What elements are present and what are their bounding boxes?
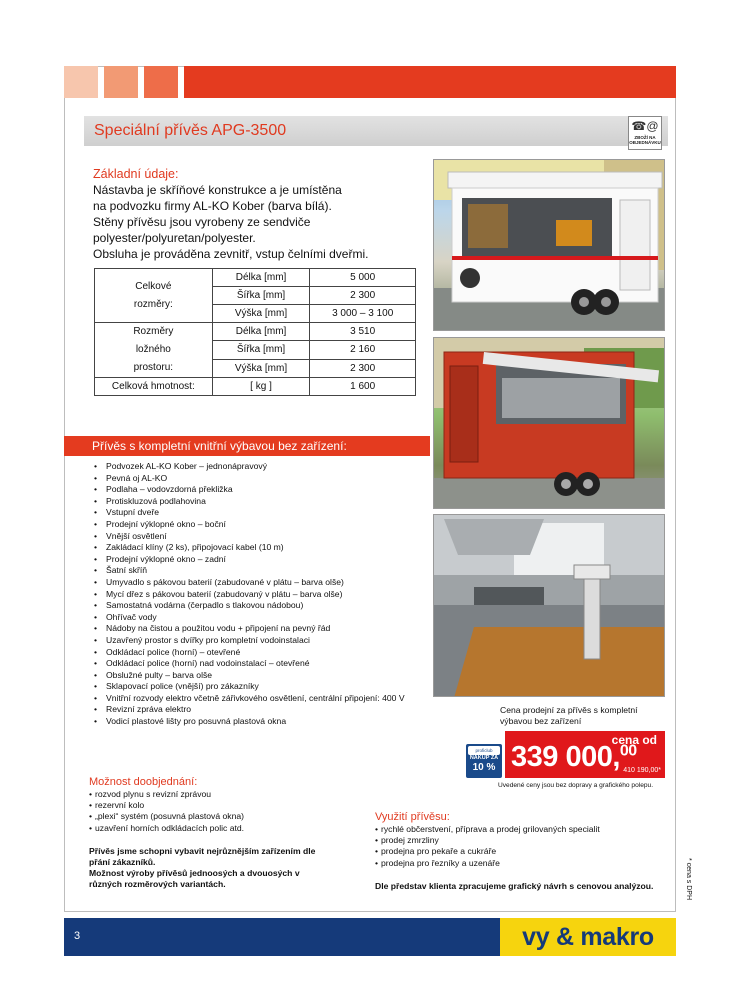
- list-item: • uzavření horních odkládacích polic atd.: [89, 823, 389, 834]
- list-item: • Podlaha – vodovzdorná překližka: [92, 484, 422, 496]
- white-trailer-illustration: [434, 160, 665, 331]
- extra-note: Přívěs jsme schopni vybavit nejrůznějším zařízením dle přání zákazníků.: [89, 845, 316, 868]
- dims-group-cargo: Rozměry ložného prostoru:: [95, 323, 213, 378]
- dims-label: Šířka [mm]: [212, 341, 310, 359]
- weight-value: 1 600: [310, 378, 416, 396]
- price-footnote: Uvedené ceny jsou bez dopravy a grafického polepu.: [498, 782, 654, 789]
- list-item: • Revizní zpráva elektro: [92, 704, 422, 716]
- dimensions-table: [94, 268, 416, 396]
- list-item: • Odkládací police (horní) – otevřené: [92, 647, 422, 659]
- price-note: Cena prodejní za přívěs s kompletní výbavou bez zařízení: [500, 705, 638, 726]
- usage-note: Dle představ klienta zpracujeme grafický návrh s cenovou analýzou.: [375, 880, 654, 891]
- color-bar: [144, 66, 178, 98]
- list-item: • Prodejní výklopné okno – zadní: [92, 554, 422, 566]
- basic-line: na podvozku firmy AL-KO Kober (barva bílá).: [93, 199, 332, 213]
- price-with-vat: 410 190,00*: [623, 767, 661, 774]
- basic-heading: Základní údaje:: [93, 167, 179, 181]
- dims-label: Délka [mm]: [212, 269, 310, 287]
- list-item: • rezervní kolo: [89, 800, 389, 811]
- proficlub-discount: 10 %: [472, 762, 496, 773]
- photo-red-trailer: [433, 337, 665, 509]
- dims-label: Délka [mm]: [212, 323, 310, 341]
- list-item: • prodejna pro pekaře a cukráře: [375, 846, 675, 857]
- list-item: • Ohřívač vody: [92, 612, 422, 624]
- list-item: • Vstupní dveře: [92, 507, 422, 519]
- basic-line: Nástavba je skříňové konstrukce a je umístěna: [93, 183, 342, 197]
- list-item: • Vnitřní rozvody elektro včetně zářivkového osvětlení, centrální připojení: 400 V: [92, 693, 422, 705]
- photo-white-trailer: [433, 159, 665, 331]
- basic-line: polyester/polyuretan/polyester.: [93, 231, 256, 245]
- page-title: Speciální přívěs APG-3500: [94, 122, 287, 139]
- proficlub-label: NÁKUP ZA: [469, 755, 499, 761]
- list-item: • Prodejní výklopné okno – boční: [92, 519, 422, 531]
- usage-section: [375, 810, 675, 892]
- vat-note: * cena s DPH: [685, 858, 692, 901]
- table-row: [95, 378, 416, 396]
- table-row: [95, 323, 416, 341]
- page-number: 3: [74, 930, 81, 942]
- list-item: • Protiskluzová podlahovina: [92, 496, 422, 508]
- extra-options: [89, 775, 389, 891]
- list-item: • Vodicí plastové lišty pro posuvná plastová okna: [92, 716, 422, 728]
- dims-value: 3 510: [310, 323, 416, 341]
- basic-line: Obsluha je prováděna zevnitř, vstup čelními dveřmi.: [93, 247, 369, 261]
- order-badge-text: ZBOŽÍ NA OBJEDNÁVKU: [629, 135, 661, 145]
- interior-illustration: [434, 515, 665, 697]
- dims-label: Šířka [mm]: [212, 287, 310, 305]
- proficlub-logo: proficlub: [468, 746, 500, 755]
- list-item: • Vnější osvětlení: [92, 531, 422, 543]
- list-item: • Šatní skříň: [92, 565, 422, 577]
- list-item: • rozvod plynu s revizní zprávou: [89, 789, 389, 800]
- list-item: • Odkládací police (horní) nad vodoinstalací – otevřené: [92, 658, 422, 670]
- dims-value: 3 000 – 3 100: [310, 305, 416, 323]
- feature-list: [92, 461, 422, 728]
- table-row: [95, 269, 416, 287]
- makro-logo[interactable]: vy & makro: [500, 918, 676, 956]
- color-bar: [64, 66, 98, 98]
- list-item: • prodej zmrzliny: [375, 835, 675, 846]
- list-item: • Pevná oj AL-KO: [92, 473, 422, 485]
- dims-value: 2 160: [310, 341, 416, 359]
- list-item: • prodejna pro řezníky a uzenáře: [375, 858, 675, 869]
- extra-heading: Možnost doobjednání:: [89, 776, 198, 788]
- color-bar: [184, 66, 676, 98]
- list-item: • Zakládací klíny (2 ks), připojovací kabel (10 m): [92, 542, 422, 554]
- section-bar: [64, 436, 430, 456]
- photo-interior: [433, 514, 665, 697]
- list-item: • „plexi“ systém (posuvná plastová okna): [89, 811, 389, 822]
- proficlub-badge: [466, 744, 502, 778]
- list-item: • Nádoby na čistou a použitou vodu + připojení na pevný řád: [92, 623, 422, 635]
- usage-list: [375, 824, 675, 869]
- title-band: [84, 116, 668, 146]
- order-badge: [628, 116, 662, 150]
- top-color-bars: [64, 66, 676, 98]
- usage-heading: Využití přívěsu:: [375, 811, 450, 823]
- price-from-label: cena od: [611, 733, 657, 747]
- price-main: 339 000,00: [511, 741, 637, 773]
- price-cents: 00: [619, 742, 637, 760]
- red-trailer-illustration: [434, 338, 665, 509]
- dims-value: 5 000: [310, 269, 416, 287]
- list-item: • Umyvadlo s pákovou baterií (zabudované v plátu – barva olše): [92, 577, 422, 589]
- extra-note: Možnost výroby přívěsů jednoosých a dvouosých v různých rozměrových variantách.: [89, 868, 300, 890]
- list-item: • Sklapovací police (vnější) pro zákazníky: [92, 681, 422, 693]
- basic-line: Stěny přívěsu jsou vyrobeny ze sendviče: [93, 215, 311, 229]
- footer-bar: [64, 918, 676, 956]
- list-item: • Mycí dřez s pákovou baterií (zabudovaný v plátu – barva olše): [92, 589, 422, 601]
- dims-value: 2 300: [310, 359, 416, 377]
- phone-at-icon: ☎@: [631, 119, 659, 133]
- list-item: • Podvozek AL-KO Kober – jednonápravový: [92, 461, 422, 473]
- list-item: • Uzavřený prostor s dvířky pro kompletní vodoinstalaci: [92, 635, 422, 647]
- list-item: • rychlé občerstvení, příprava a prodej grilovaných specialit: [375, 824, 675, 835]
- list-item: • Samostatná vodárna (čerpadlo s tlakovou nádobou): [92, 600, 422, 612]
- extra-list: [89, 789, 389, 834]
- dims-label: Výška [mm]: [212, 359, 310, 377]
- basic-info: [93, 166, 423, 262]
- section-title: Přívěs s kompletní vnitřní výbavou bez zařízení:: [92, 439, 347, 453]
- list-item: • Obslužné pulty – barva olše: [92, 670, 422, 682]
- color-bar: [104, 66, 138, 98]
- dims-group-total: Celkové rozměry:: [95, 269, 213, 323]
- price-box: [505, 731, 665, 778]
- dims-value: 2 300: [310, 287, 416, 305]
- weight-unit: [ kg ]: [212, 378, 310, 396]
- weight-label: Celková hmotnost:: [95, 378, 213, 396]
- dims-label: Výška [mm]: [212, 305, 310, 323]
